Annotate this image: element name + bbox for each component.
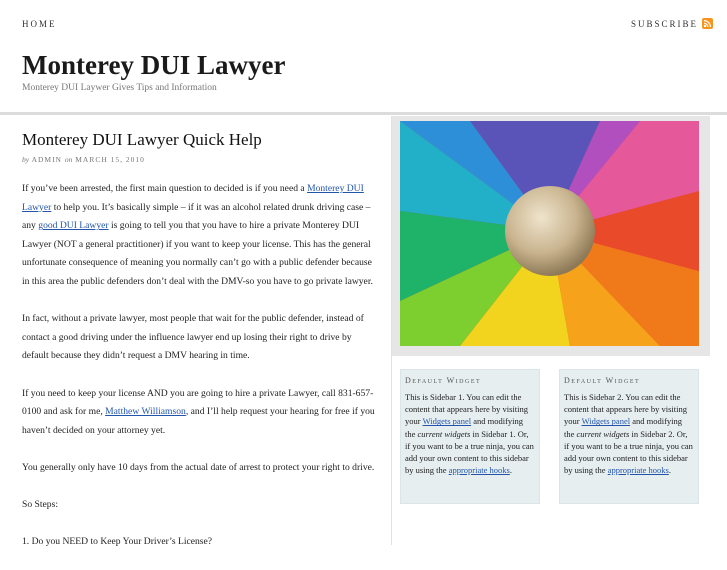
text-run: and modifying the — [564, 416, 683, 439]
featured-image — [400, 121, 699, 346]
post-paragraph — [22, 385, 378, 441]
text-run: and modifying the — [405, 416, 524, 439]
site-title[interactable]: Monterey DUI Lawyer — [22, 50, 286, 80]
header-divider — [0, 112, 727, 115]
widget-text — [560, 391, 698, 476]
text-run: . — [509, 465, 512, 476]
main-content — [22, 116, 378, 570]
featured-image-frame — [392, 116, 710, 356]
nav-subscribe-link[interactable] — [631, 18, 713, 29]
meta-on: on — [64, 155, 73, 164]
post-meta — [22, 155, 378, 164]
site-tagline: Monterey DUI Laywer Gives Tips and Information — [22, 83, 217, 93]
monterey-dui-lawyer-link[interactable]: Monterey DUI Lawyer — [22, 183, 364, 213]
post-paragraph: 1. Do you NEED to Keep Your Driver’s License? — [22, 536, 213, 548]
widget-text — [401, 391, 539, 476]
meta-author[interactable]: ADMIN — [31, 155, 62, 164]
widgets-panel-link[interactable]: Widgets panel — [581, 416, 631, 427]
widget-title: Default Widget — [564, 376, 641, 385]
text-run: . — [668, 465, 671, 476]
matthew-williamson-link[interactable]: Matthew Williamson — [105, 406, 186, 418]
post-title[interactable]: Monterey DUI Lawyer Quick Help — [22, 130, 262, 149]
text-run-emphasis: current widgets — [576, 428, 630, 439]
text-run: in Sidebar 1. Or, if you want to be a true ninja, you can add your own content to this sidebar by using the — [405, 428, 534, 476]
sidebar-widget-1 — [400, 369, 540, 504]
text-run: is going to tell you that you have to hire a private Monterey DUI Lawyer (NOT a general practitioner) if you want to keep your license. This has the general unfortunate consequence of meaning you normally can’t go with a public defender because in this area the public defenders don’t deal with the DMV-so you have to go private lawyer. — [22, 220, 373, 287]
text-run: If you’ve been arrested, the first main question to decided is if you need a — [22, 183, 308, 194]
post-paragraph: You generally only have 10 days from the actual date of arrest to protect your right to drive. — [22, 461, 375, 473]
post-paragraph — [22, 180, 378, 292]
text-run: in Sidebar 2. Or, if you want to be a true ninja, you can add your own content to this sidebar by using the — [564, 428, 693, 476]
text-run: This is Sidebar 2. You can edit the content that appears here by visiting your — [564, 392, 687, 427]
post-body — [22, 180, 378, 552]
rss-icon — [702, 18, 713, 29]
sidebar-widget-2 — [559, 369, 699, 504]
text-run: to help you. It’s basically simple – if it was an alcohol related drunk driving case – any — [22, 201, 371, 232]
text-run: This is Sidebar 1. You can edit the content that appears here by visiting your — [405, 392, 528, 427]
meta-by: by — [22, 155, 30, 164]
post-paragraph: So Steps: — [22, 499, 58, 511]
text-run: If you need to keep your license AND you are going to hire a private Lawyer, call 831-657-0100 and ask for me, — [22, 387, 374, 418]
widget-title: Default Widget — [405, 376, 482, 385]
widgets-panel-link[interactable]: Widgets panel — [422, 416, 472, 427]
post-paragraph: In fact, without a private lawyer, most people that wait for the public defender, instead of contact a good driving under the influence lawyer end up losing their right to drive by default because they didn’t request a DMV hearing in time. — [22, 313, 364, 362]
appropriate-hooks-link[interactable]: appropriate hooks — [448, 465, 510, 476]
nav-home-link[interactable]: HOME — [22, 19, 57, 29]
top-nav — [0, 0, 727, 44]
text-run-emphasis: current widgets — [417, 428, 471, 439]
appropriate-hooks-link[interactable]: appropriate hooks — [607, 465, 669, 476]
text-run: , and I’ll help request your hearing for free if you haven’t decided on your attorney yet. — [22, 406, 375, 436]
meta-date: MARCH 15, 2010 — [75, 155, 145, 164]
good-dui-lawyer-link[interactable]: good DUI Lawyer — [38, 220, 109, 232]
subscribe-label: SUBSCRIBE — [630, 18, 698, 29]
